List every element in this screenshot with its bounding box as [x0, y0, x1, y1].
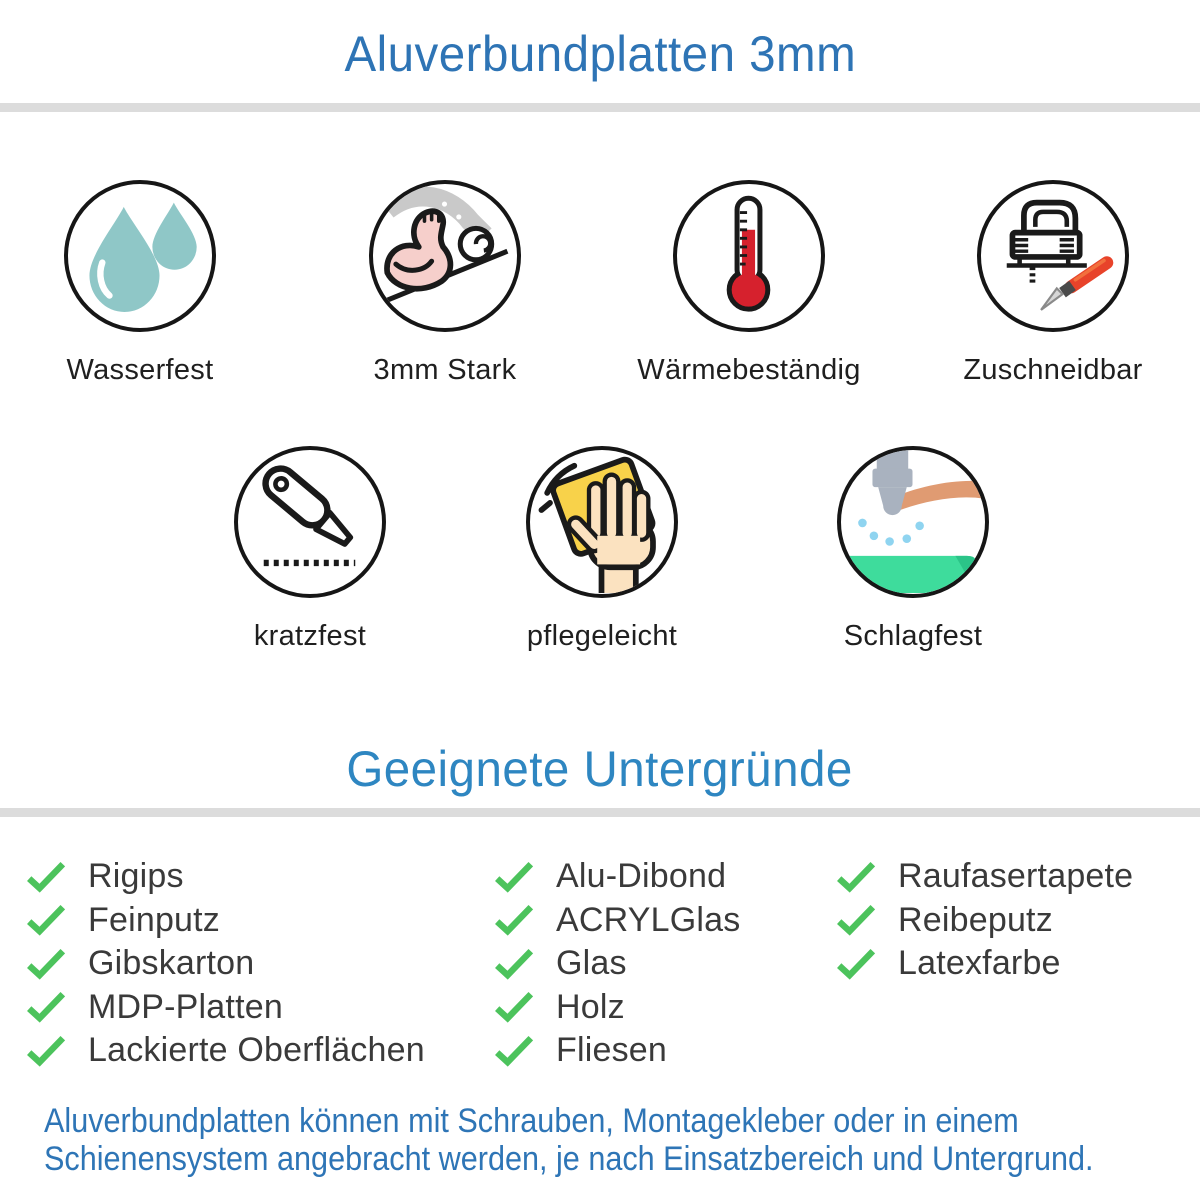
list-item [494, 942, 740, 986]
feature-label: Wärmebeständig [637, 354, 861, 386]
list-item [26, 855, 425, 899]
thermometer-icon [677, 184, 820, 327]
list-item [26, 942, 425, 986]
list-item [26, 986, 425, 1030]
list-item [836, 899, 1133, 943]
feature-item-pflegeleicht [472, 446, 732, 653]
list-item [494, 855, 740, 899]
header [0, 25, 1200, 83]
feature-label: Schlagfest [843, 620, 983, 652]
flexed-arm-icon [373, 184, 516, 327]
check-icon [26, 948, 66, 980]
substrate-label: Gibskarton [88, 944, 255, 983]
water-drops-icon [68, 184, 211, 327]
check-icon [494, 904, 534, 936]
list-item [26, 899, 425, 943]
feature-circle [64, 180, 216, 332]
substrate-list-column-1 [26, 855, 425, 1073]
cleaning-hand-icon [530, 450, 673, 593]
footer-line-2: Schienensystem angebracht werden, je nach Einsatzbereich und Untergrund. [44, 1140, 1094, 1178]
substrate-label: Raufasertapete [898, 857, 1134, 896]
check-icon [494, 991, 534, 1023]
page-title: Aluverbundplatten 3mm [344, 26, 856, 82]
feature-circle [977, 180, 1129, 332]
list-item [26, 1029, 425, 1073]
feature-label: Wasserfest [66, 354, 214, 386]
list-item [836, 855, 1133, 899]
feature-circle [369, 180, 521, 332]
feature-item-schlagfest [783, 446, 1043, 653]
check-icon [836, 904, 876, 936]
check-icon [26, 861, 66, 893]
list-item [836, 942, 1133, 986]
feature-circle [673, 180, 825, 332]
section-divider [0, 103, 1200, 112]
substrate-list-column-3 [836, 855, 1133, 986]
feature-label: Zuschneidbar [963, 354, 1143, 386]
list-item [494, 1029, 740, 1073]
substrate-label: MDP-Platten [88, 987, 283, 1026]
utility-knife-icon [238, 450, 381, 593]
feature-item-zuschneidbar [923, 180, 1183, 387]
check-icon [836, 861, 876, 893]
section-divider [0, 808, 1200, 817]
substrate-label: Glas [556, 944, 627, 983]
check-icon [494, 948, 534, 980]
feature-item-wasserfest [10, 180, 270, 387]
footer-note [44, 1102, 1094, 1178]
substrate-label: Latexfarbe [898, 944, 1061, 983]
feature-circle [526, 446, 678, 598]
list-item [494, 986, 740, 1030]
feature-circle [837, 446, 989, 598]
feature-item-3mm-stark [315, 180, 575, 387]
check-icon [26, 991, 66, 1023]
substrate-label: Lackierte Oberflächen [88, 1031, 425, 1070]
substrate-label: ACRYLGlas [556, 900, 741, 939]
feature-label: kratzfest [253, 620, 367, 652]
feature-label: 3mm Stark [373, 354, 517, 386]
substrate-label: Alu-Dibond [556, 857, 727, 896]
substrate-label: Fliesen [556, 1031, 668, 1070]
footer-line-1: Aluverbundplatten können mit Schrauben, Montagekleber oder in einem [44, 1102, 1019, 1140]
jigsaw-icon [981, 184, 1124, 327]
substrate-label: Feinputz [88, 900, 221, 939]
substrate-label: Reibeputz [898, 900, 1053, 939]
substrate-label: Holz [556, 987, 625, 1026]
substrates-header [0, 740, 1200, 798]
substrates-heading: Geeignete Untergründe [346, 741, 854, 797]
hammer-icon [841, 450, 984, 593]
check-icon [26, 904, 66, 936]
check-icon [494, 861, 534, 893]
substrate-label: Rigips [88, 857, 184, 896]
feature-item-kratzfest [180, 446, 440, 653]
feature-circle [234, 446, 386, 598]
check-icon [26, 1035, 66, 1067]
list-item [494, 899, 740, 943]
check-icon [494, 1035, 534, 1067]
feature-label: pflegeleicht [526, 620, 678, 652]
feature-item-waermebestaendig [619, 180, 879, 387]
check-icon [836, 948, 876, 980]
substrate-list-column-2 [494, 855, 740, 1073]
